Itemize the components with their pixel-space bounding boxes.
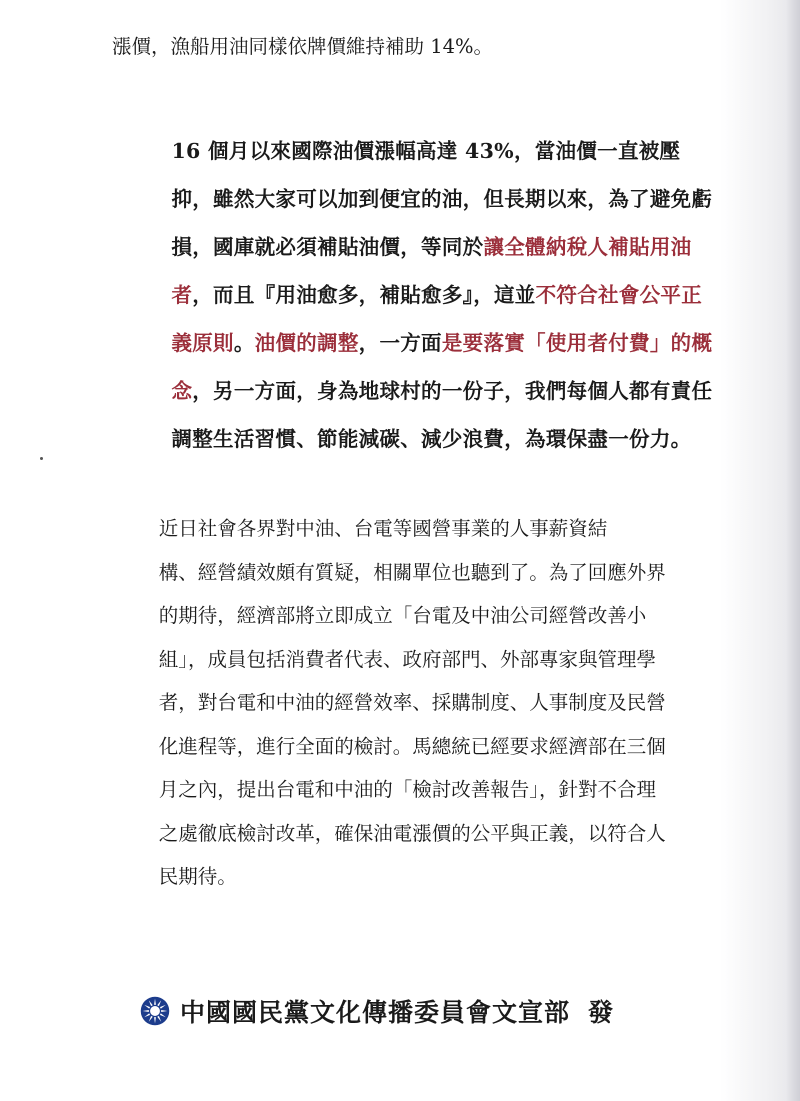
text-line: 月之內，提出台電和中油的「檢討改善報告」，針對不合理 <box>158 778 657 801</box>
text-segment: ，一方面 <box>358 331 442 355</box>
text-segment: ，另一方面，身為地球村的一份子，我們每個人都有責任 <box>192 379 713 403</box>
kmt-sun-emblem-icon <box>140 996 170 1026</box>
emphasis-text: 讓全體納稅人補貼用油 <box>483 235 692 259</box>
text-line <box>112 271 703 319</box>
emphasis-text: 油價的調整 <box>254 331 359 355</box>
text-line <box>112 367 713 415</box>
text-line: 16 個月以來國際油價漲幅高達 43%，當油價一直被壓 <box>171 139 681 163</box>
text-line: 的期待，經濟部將立即成立「台電及中油公司經營改善小 <box>158 604 647 627</box>
emphasis-text: 者 <box>171 283 193 307</box>
text-line <box>112 319 713 367</box>
text-line: 者，對台電和中油的經營效率、採購制度、人事制度及民營 <box>158 691 666 714</box>
paragraph-oil-price-adjustment <box>112 127 713 463</box>
paragraph-fuel-subsidy-continued <box>112 30 692 64</box>
text-line: 漲價，漁船用油同樣依牌價維持補助 14%。 <box>112 35 494 58</box>
emphasis-text: 義原則 <box>171 331 234 355</box>
text-line: 民期待。 <box>158 865 237 888</box>
emphasis-text: 是要落實「使用者付費」的概 <box>441 331 713 355</box>
text-line: 構、經營績效頗有質疑，相關單位也聽到了。為了回應外界 <box>158 560 666 584</box>
text-line: 之處徹底檢討改革，確保油電漲價的公平與正義，以符合人 <box>158 821 666 845</box>
text-line <box>112 223 692 271</box>
paragraph-state-enterprise-review <box>112 507 692 899</box>
text-line: 調整生活習慣、節能減碳、減少浪費，為環保盡一份力。 <box>171 427 692 451</box>
text-line: 化進程等，進行全面的檢討。馬總統已經要求經濟部在三個 <box>158 734 666 758</box>
text-segment: 損，國庫就必須補貼油價，等同於 <box>171 235 484 259</box>
text-segment: 。 <box>233 331 255 355</box>
issue-mark: 發 <box>588 998 615 1027</box>
text-line: 近日社會各界對中油、台電等國營事業的人事薪資結 <box>158 517 608 540</box>
issuer-name: 中國國民黨文化傳播委員會文宣部 <box>180 998 571 1027</box>
text-segment: ，而且『用油愈多，補貼愈多』，這並 <box>192 283 536 307</box>
text-line: 抑，雖然大家可以加到便宜的油，但長期以來，為了避免虧 <box>171 187 713 211</box>
emphasis-text: 念 <box>171 379 193 403</box>
emphasis-text: 不符合社會公平正 <box>535 283 703 307</box>
issuer-signature <box>140 988 700 1034</box>
text-line: 組」，成員包括消費者代表、政府部門、外部專家與管理學 <box>158 647 657 671</box>
scan-speck <box>40 457 43 460</box>
